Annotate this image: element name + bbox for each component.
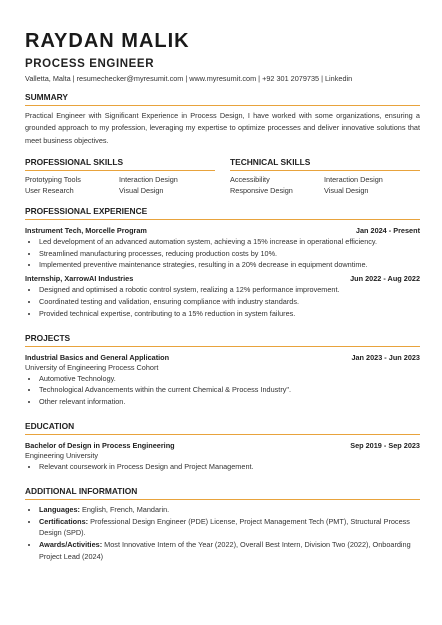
professional-skills-list: [25, 175, 215, 195]
bullet-list: [25, 236, 420, 271]
additional-item: [39, 504, 420, 516]
education-dates: Sep 2019 - Sep 2023: [350, 441, 420, 451]
technical-skills: [230, 157, 420, 195]
item-label: Certifications:: [39, 516, 89, 526]
bullet-item: • Provided technical expertise, contributing to a 15% reduction in system failures.: [39, 308, 420, 320]
experience-entry: [25, 274, 420, 319]
skill-item: Accessibility: [230, 174, 270, 184]
bullet-item: • Implemented preventive maintenance strategies, resulting in a 20% decrease in equipment downtime.: [39, 259, 420, 271]
contact-website[interactable]: www.myresumit.com: [189, 74, 257, 83]
experience-heading: PROFESSIONAL EXPERIENCE: [25, 206, 420, 220]
contact-separator: |: [72, 74, 75, 83]
experience-entry: [25, 226, 420, 271]
bullet-item: • Designed and optimised a robotic control system, realizing a 12% performance improvement.: [39, 284, 420, 296]
job-title: Internship, XarrowAI Industries: [25, 274, 134, 284]
bullet-item: • Coordinated testing and validation, ensuring compliance with industry standards.: [39, 296, 420, 308]
skill-item: Visual Design: [324, 185, 369, 195]
professional-skills: [25, 157, 215, 195]
project-name: Industrial Basics and General Application: [25, 352, 170, 362]
item-text: Most Innovative Intern of the Year (2022), Overall Best Intern, Division Two (2022), Onboarding Project Lead (2024): [39, 540, 411, 562]
contact-separator: |: [185, 74, 188, 83]
bullet-item: • Streamlined manufacturing processes, reducing production costs by 10%.: [39, 248, 420, 260]
bullet-item: • Technological Advancements within the current Chemical & Process Industry".: [39, 384, 420, 396]
job-title: Instrument Tech, Morcelle Program: [25, 225, 147, 235]
contact-separator: |: [258, 74, 261, 83]
skill-item: User Research: [25, 185, 74, 195]
item-label: Awards/Activities:: [39, 540, 103, 550]
skills-section: [25, 157, 420, 195]
item-text: Professional Design Engineer (PDE) License, Project Management Tech (PMT), Structural Process Design (SPD).: [39, 516, 410, 538]
entry-header: [25, 441, 420, 450]
bullet-list: [25, 373, 420, 408]
technical-skills-heading: TECHNICAL SKILLS: [230, 157, 420, 171]
contact-separator: |: [321, 74, 323, 83]
bullet-list: [25, 461, 420, 473]
bullet-item: • Relevant coursework in Process Design and Project Management.: [39, 461, 420, 473]
additional-heading: ADDITIONAL INFORMATION: [25, 486, 420, 500]
project-organization: University of Engineering Process Cohort: [25, 362, 159, 372]
bullet-item: • Automotive Technology.: [39, 373, 420, 385]
contact-phone: +92 301 2079735: [262, 74, 320, 83]
entry-header: [25, 274, 420, 283]
project-entry: [25, 353, 420, 408]
bullet-item: • Other relevant information.: [39, 396, 420, 408]
school-name: Engineering University: [25, 451, 99, 461]
contact-location: Valletta, Malta: [25, 74, 71, 83]
entry-header: [25, 353, 420, 362]
bullet-list: [25, 284, 420, 319]
candidate-name: RAYDAN MALIK: [25, 30, 190, 52]
job-dates: Jan 2024 - Present: [355, 225, 420, 235]
contact-linkedin[interactable]: Linkedin: [325, 74, 353, 83]
job-dates: Jun 2022 - Aug 2022: [350, 274, 420, 284]
bullet-item: • Led development of an advanced automation system, achieving a 15% increase in operational efficiency.: [39, 236, 420, 248]
item-label: Languages:: [39, 504, 80, 514]
degree-name: Bachelor of Design in Process Engineering: [25, 441, 175, 451]
skill-item: Visual Design: [119, 185, 164, 195]
contact-line: [25, 74, 420, 83]
entry-header: [25, 226, 420, 235]
item-text: English, French, Mandarin.: [79, 504, 170, 514]
education-entry: [25, 441, 420, 473]
additional-item: [39, 516, 420, 540]
skill-item: Interaction Design: [324, 174, 383, 184]
additional-list: [25, 504, 420, 563]
professional-skills-heading: PROFESSIONAL SKILLS: [25, 157, 215, 171]
project-dates: Jan 2023 - Jun 2023: [351, 352, 420, 362]
contact-email[interactable]: resumechecker@myresumit.com: [76, 74, 184, 83]
education-heading: EDUCATION: [25, 421, 420, 435]
skill-item: Interaction Design: [119, 174, 178, 184]
technical-skills-list: [230, 175, 420, 195]
candidate-role: PROCESS ENGINEER: [25, 58, 155, 70]
summary-heading: SUMMARY: [25, 92, 420, 106]
skill-item: Prototyping Tools: [25, 174, 81, 184]
skill-item: Responsive Design: [230, 185, 293, 195]
additional-item: [39, 539, 420, 563]
summary-text: Practical Engineer with Significant Experience in Process Design, I have worked with some organizations, ensuring a grounded approach to my profession, leveraging my expertise to optimize processes and deliver innovative solutions that meet business objectives.: [25, 111, 420, 145]
projects-heading: PROJECTS: [25, 333, 420, 347]
